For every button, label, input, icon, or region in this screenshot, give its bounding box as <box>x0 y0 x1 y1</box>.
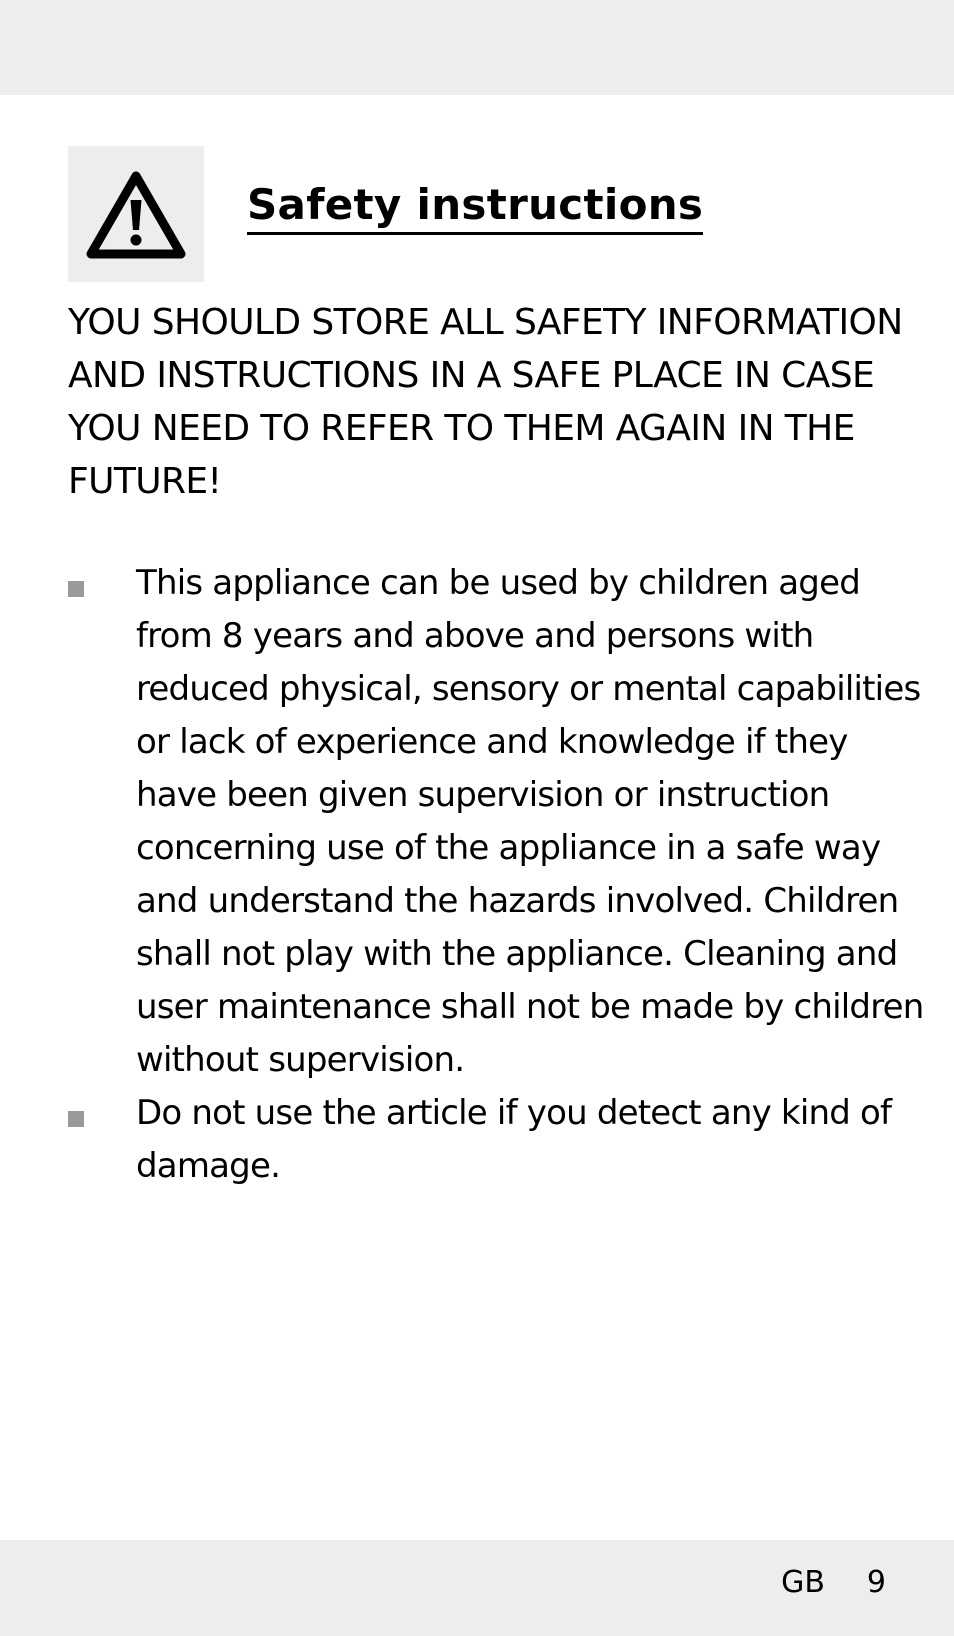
safety-notice: YOU SHOULD STORE ALL SAFETY INFORMATION AND INSTRUCTIONS IN A SAFE PLACE IN CASE YOU NEED TO REFER TO THEM AGAIN IN THE FUTURE! <box>68 302 903 502</box>
page-number: 9 <box>866 1565 886 1600</box>
safety-bullet-list <box>68 557 928 1193</box>
top-band <box>0 0 954 95</box>
bullet-square-icon <box>68 581 84 597</box>
page-footer <box>781 1563 886 1603</box>
list-item-text: Do not use the article if you detect any kind of damage. <box>136 1093 892 1186</box>
warning-symbol-box <box>68 146 204 282</box>
list-item-text: This appliance can be used by children aged from 8 years and above and persons with reduced physical, sensory or mental capabilities or lack of experience and knowledge if they have been given supervision or instruction concerning use of the appliance in a safe way and understand the hazards involved. Children shall not play with the appliance. Cleaning and user maintenance shall not be made by children without supervision. <box>136 563 924 1080</box>
bullet-square-icon <box>68 1111 84 1127</box>
list-item <box>68 557 928 1087</box>
footer-language: GB <box>781 1565 825 1600</box>
section-title: Safety instructions <box>247 180 703 235</box>
list-item <box>68 1087 928 1193</box>
warning-triangle-icon <box>86 170 186 260</box>
